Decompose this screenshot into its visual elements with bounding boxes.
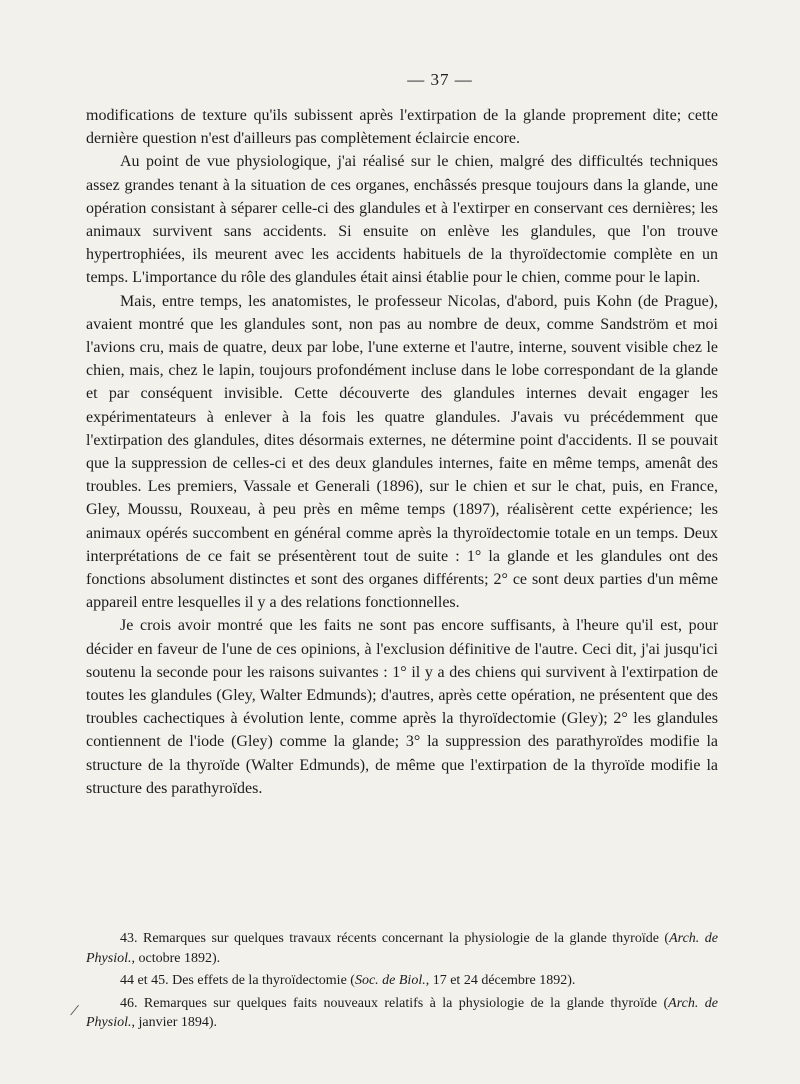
footnote-44-45: 44 et 45. Des effets de la thyroïdectomie (Soc. de Biol., 17 et 24 décembre 1892). xyxy=(120,973,576,988)
pencil-mark-icon: / xyxy=(68,999,81,1021)
paragraph: Mais, entre temps, les anatomistes, le professeur Nicolas, d'abord, puis Kohn (de Prague), avaient montré que les glandules sont, non pas au nombre de deux, comme Sandström et moi l'avions cru, mais de quatre, deux par lobe, l'une externe et l'autre, interne, souvent visible chez le chien, mais, chez le lapin, toujours profondément incluse dans le lobe correspondant de la glande et par conséquent invisible. Cette découverte des glandules internes devait engager les expérimentateurs à enlever à la fois les quatre glandules. J'avais vu précédemment que l'extirpation des glandules, dites désormais externes, ne détermine point d'accidents. Il se pouvait que la suppression de celles-ci et des deux glandules internes, faite en même temps, amenât des troubles. Les premiers, Vassale et Generali (1896), sur le chien et sur le chat, puis, en France, Gley, Moussu, Rouxeau, à peu près en même temps (1897), réalisèrent cette expérience; les animaux opérés succombent en général comme après la thyroïdectomie totale en un temps. Deux interprétations de ce fait se présentèrent tout de suite : 1° la glande et les glandules ont des fonctions absolument distinctes et sont des organes différents; 2° ce sont deux parties d'un même appareil entre lesquelles il y a des relations fonctionnelles. xyxy=(86,292,718,612)
body-text xyxy=(86,104,718,800)
paragraph: Je crois avoir montré que les faits ne sont pas encore suffisants, à l'heure qu'il est, pour décider en faveur de l'une de ces opinions, à l'exclusion définitive de l'autre. Ceci dit, j'ai jusqu'ici soutenu la seconde pour les raisons suivantes : 1° il y a des chiens qui survivent à l'extirpation de toutes les glandules (Gley, Walter Edmunds); d'autres, après cette opération, ne présentent que des troubles cachectiques à évolution lente, comme après la thyroïdectomie (Gley); 2° les glandules contiennent de l'iode (Gley) comme la glande; 3° la suppression des parathyroïdes modifie la structure de la thyroïde (Walter Edmunds), de même que l'extirpation de la thyroïde modifie la structure des parathyroïdes. xyxy=(86,617,718,797)
footnote-46: 46. Remarques sur quelques faits nouveaux relatifs à la physiologie de la glande thyroïde (Arch. de Physiol., janvier 1894). xyxy=(86,995,718,1030)
paragraph: modifications de texture qu'ils subissent après l'extirpation de la glande proprement dite; cette dernière question n'est d'ailleurs pas complètement éclaircie encore. xyxy=(86,107,718,148)
footnote-43: 43. Remarques sur quelques travaux récents concernant la physiologie de la glande thyroïde (Arch. de Physiol., octobre 1892). xyxy=(86,931,718,966)
paragraph: Au point de vue physiologique, j'ai réalisé sur le chien, malgré des difficultés techniques assez grandes tenant à la situation de ces organes, enchâssés presque toujours dans la glande, une opération consistant à séparer celle-ci des glandules et à l'extirper en conservant ces dernières; les animaux survivent sans accidents. Si ensuite on enlève les glandules, que l'on trouve hypertrophiées, ils meurent avec les accidents habituels de la thyroïdectomie complète en un temps. L'importance du rôle des glandules était ainsi établie pour le chien, comme pour le lapin. xyxy=(86,153,718,287)
page-number: — 37 — xyxy=(407,70,473,89)
footnotes xyxy=(86,929,718,1036)
